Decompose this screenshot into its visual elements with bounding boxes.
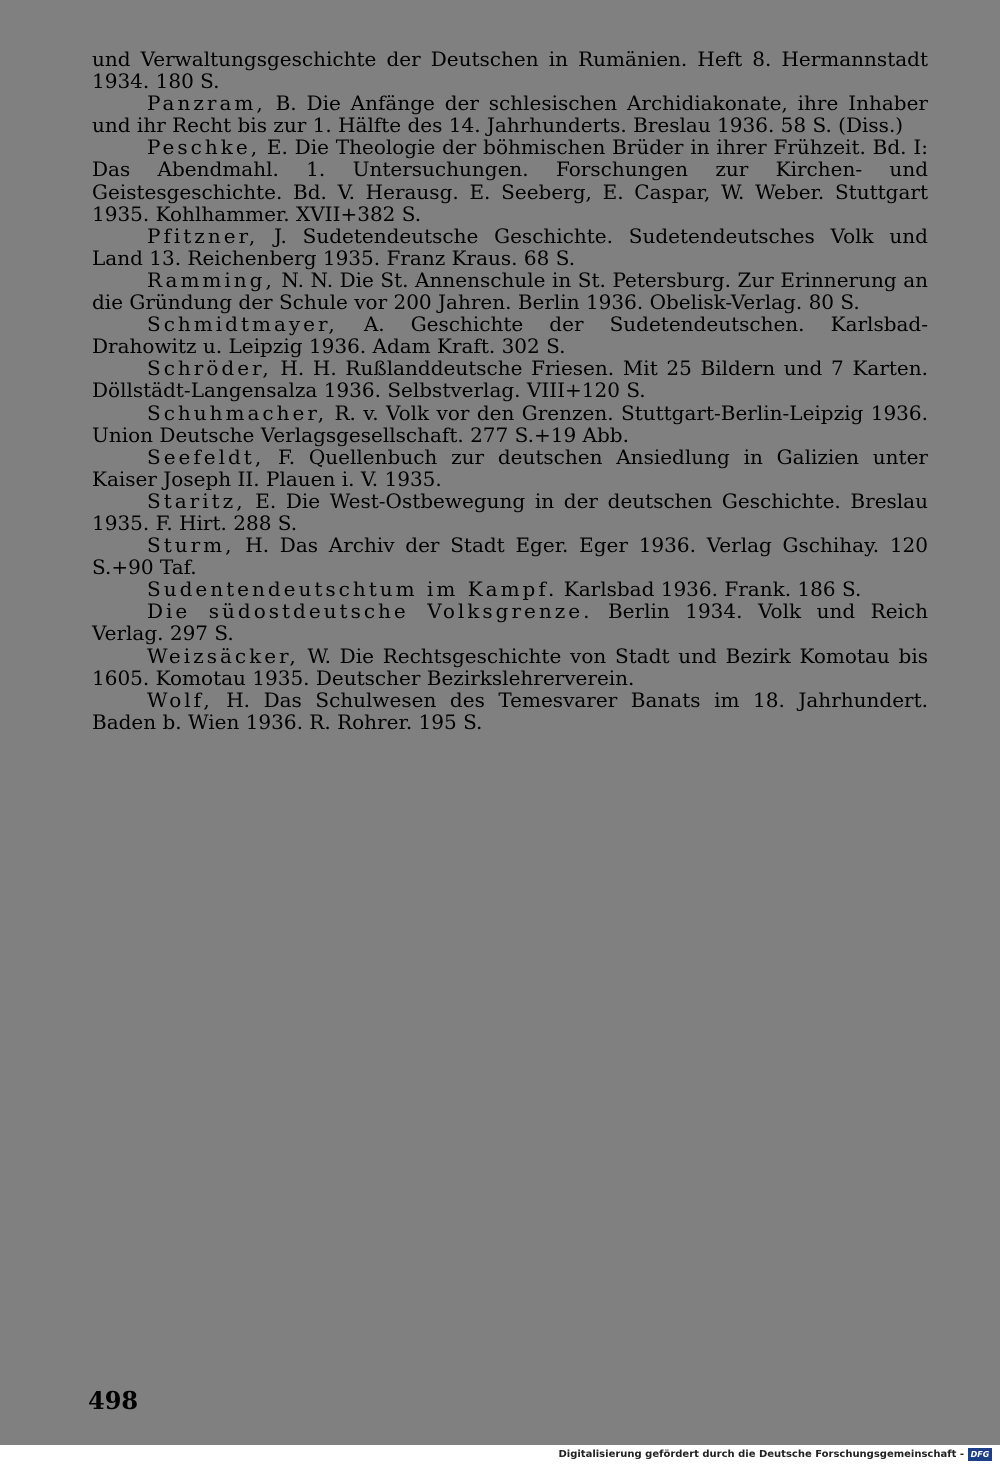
entry-text: E. Die Theologie der böhmischen Brüder in ihrer Frühzeit. Bd. I: Das Abendmahl. 1. Untersuchungen. Forschungen zur Kirchen- und Geistesgeschichte. Bd. V. Herausg. E. Seeberg, E. Caspar, W. Weber. Stuttgart 1935. Kohlhammer. XVII+382 S. xyxy=(92,135,928,226)
bibliography-entry xyxy=(92,357,928,401)
bibliography-entry xyxy=(92,446,928,490)
bibliography-entry xyxy=(92,48,928,92)
bibliography-entry xyxy=(92,689,928,733)
entry-author: Die südostdeutsche Volksgrenze. xyxy=(147,599,593,624)
entry-author: Panzram, xyxy=(147,91,266,116)
entry-author: Peschke, xyxy=(147,135,261,160)
entry-text: N. N. Die St. Annenschule in St. Petersburg. Zur Erinnerung an die Gründung der Schule vor 200 Jahren. Berlin 1936. Obelisk-Verlag. 80 S. xyxy=(92,267,928,315)
entry-author: Ramming, xyxy=(147,267,275,292)
bibliography-entry xyxy=(92,136,928,224)
entry-text: Karlsbad 1936. Frank. 186 S. xyxy=(557,577,862,602)
bibliography-list xyxy=(92,48,928,733)
bibliography-entry xyxy=(92,490,928,534)
entry-author: Wolf, xyxy=(147,687,213,712)
entry-text: H. Das Archiv der Stadt Eger. Eger 1936. Verlag Gschihay. 120 S.+90 Taf. xyxy=(92,533,928,580)
dfg-logo-icon: DFG xyxy=(968,1448,992,1461)
entry-author: Staritz, xyxy=(147,488,246,513)
entry-text: R. v. Volk vor den Grenzen. Stuttgart-Berlin-Leipzig 1936. Union Deutsche Verlagsgesellschaft. 277 S.+19 Abb. xyxy=(92,400,928,447)
bibliography-entry xyxy=(92,313,928,357)
bibliography-entry xyxy=(92,645,928,689)
entry-text: H. H. Rußlanddeutsche Friesen. Mit 25 Bildern und 7 Karten. Döllstädt-Langensalza 1936. Selbstverlag. VIII+120 S. xyxy=(92,356,928,403)
entry-author: Pfitzner, xyxy=(147,223,259,248)
entry-text: W. Die Rechtsgeschichte von Stadt und Bezirk Komotau bis 1605. Komotau 1935. Deutscher Bezirkslehrerverein. xyxy=(92,643,928,690)
entry-text: F. Quellenbuch zur deutschen Ansiedlung in Galizien unter Kaiser Joseph II. Plauen i. V. 1935. xyxy=(92,444,928,491)
entry-text: E. Die West-Ostbewegung in der deutschen Geschichte. Breslau 1935. F. Hirt. 288 S. xyxy=(92,488,928,535)
page-number: 498 xyxy=(88,1386,139,1415)
entry-author: Weizsäcker, xyxy=(147,643,299,668)
bibliography-entry xyxy=(92,534,928,578)
entry-text: Berlin 1934. Volk und Reich Verlag. 297 S. xyxy=(92,599,929,646)
entry-author: Seefeldt, xyxy=(147,444,265,469)
entry-author: Sturm, xyxy=(147,533,235,558)
bibliography-entry xyxy=(92,600,928,644)
entry-author: Schuhmacher, xyxy=(147,400,328,425)
bibliography-entry xyxy=(92,402,928,446)
bibliography-entry xyxy=(92,92,928,136)
entry-text: und Verwaltungsgeschichte der Deutschen in Rumänien. Heft 8. Hermannstadt 1934. 180 S. xyxy=(92,47,928,94)
entry-text: J. Sudetendeutsche Geschichte. Sudetendeutsches Volk und Land 13. Reichenberg 1935. Franz Kraus. 68 S. xyxy=(92,223,928,270)
entry-text: B. Die Anfänge der schlesischen Archidiakonate, ihre Inhaber und ihr Recht bis zur 1. Hälfte des 14. Jahrhunderts. Breslau 1936. 58 S. (Diss.) xyxy=(92,91,928,138)
entry-author: Schmidtmayer, xyxy=(147,312,338,337)
entry-author: Schröder, xyxy=(147,356,272,381)
digitization-footer xyxy=(0,1445,1000,1465)
entry-author: Sudentendeutschtum im Kampf. xyxy=(147,577,558,602)
entry-text: A. Geschichte der Sudetendeutschen. Karlsbad-Drahowitz u. Leipzig 1936. Adam Kraft. 302 S. xyxy=(92,312,928,359)
entry-text: H. Das Schulwesen des Temesvarer Banats im 18. Jahrhundert. Baden b. Wien 1936. R. Rohrer. 195 S. xyxy=(92,687,928,734)
bibliography-entry xyxy=(92,269,928,313)
footer-credit: Digitalisierung gefördert durch die Deutsche Forschungsgemeinschaft - xyxy=(558,1449,964,1460)
bibliography-entry xyxy=(92,578,928,600)
bibliography-entry xyxy=(92,225,928,269)
